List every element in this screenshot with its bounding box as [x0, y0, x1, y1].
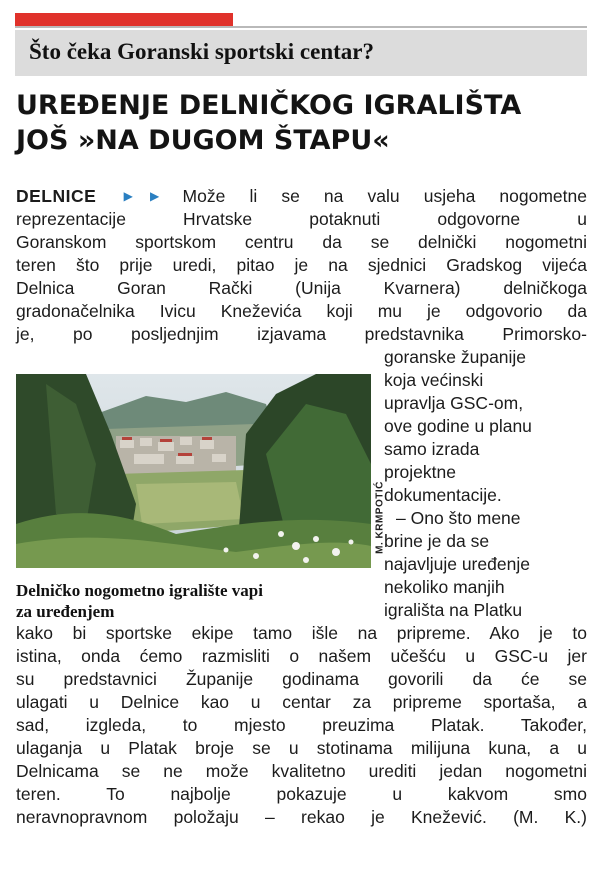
article-photo: [16, 374, 371, 568]
double-arrow-icon: ▶▶: [104, 189, 177, 203]
top-rule: [15, 26, 587, 28]
article-line: projektne: [384, 462, 456, 482]
article-line: neravnopravnom položaju – rekao je Knežević. (M. K.): [16, 807, 587, 827]
article-line: teren. To najbolje pokazuje u kakvom smo: [16, 784, 587, 804]
article-line: Delnicama se ne može kvalitetno urediti jedan nogometni: [16, 761, 587, 781]
article-line: reprezentacije Hrvatske potaknuti odgovorne u: [16, 209, 587, 229]
dateline: DELNICE: [16, 186, 97, 206]
article-line: nekoliko manjih: [384, 577, 505, 597]
photo-credit: M. KRMPOTIĆ: [374, 481, 386, 554]
headline-line-2: JOŠ »NA DUGOM ŠTAPU«: [16, 125, 390, 156]
article-line: koja većinski: [384, 370, 484, 390]
article-line: gradonačelnika Ivicu Kneževića koji mu je odgovorio da: [16, 301, 587, 321]
article-line: goranske županije: [384, 347, 527, 367]
kicker-text: Što čeka Goranski sportski centar?: [29, 39, 374, 64]
article-line: istina, onda ćemo razmisliti o našem učešću u GSC-u jer: [16, 646, 587, 666]
article-line: Delnica Goran Rački (Unija Kvarnera) delničkoga: [16, 278, 587, 298]
article-line: kako bi sportske ekipe tamo išle na pripreme. Ako je to: [16, 623, 587, 643]
article-line: sad, izgleda, to mjesto preuzima Platak. Također,: [16, 715, 587, 735]
article-line: su predstavnici Županije godinama govorili da će se: [16, 669, 587, 689]
headline-line-1: UREĐENJE DELNIČKOG IGRALIŠTA: [16, 90, 522, 121]
article-line: Goranskom sportskom centru da se delnički nogometni: [16, 232, 587, 252]
article-line: samo izrada: [384, 439, 480, 459]
article-line: ulagati u Delnice kao u centar za pripreme sportaša, a: [16, 692, 587, 712]
article-line: ove godine u planu: [384, 416, 532, 436]
article-line: igrališta na Platku: [384, 600, 523, 620]
article-line: je, po posljednjim izjavama predstavnika Primorsko-: [16, 324, 587, 344]
landscape-photo: [16, 374, 371, 568]
article-line: ulaganja u Platak broje se u stotinama milijuna kuna, a u: [16, 738, 587, 758]
article-line: upravlja GSC-om,: [384, 393, 524, 413]
article-line: DELNICE ▶▶ Može li se na valu usjeha nogometne: [16, 186, 587, 206]
photo-caption: [16, 580, 371, 622]
article-line: dokumentacije.: [384, 485, 502, 505]
article-line: najavljuje uređenje: [384, 554, 530, 574]
article-line: brine je da se: [384, 531, 490, 551]
kicker-box: [15, 30, 587, 76]
article-line: – Ono što mene: [396, 508, 521, 528]
red-accent-bar: [15, 13, 233, 27]
caption-line-1: Delničko nogometno igralište vapi: [16, 581, 263, 600]
article-line: teren što prije uredi, pitao je na sjednici Gradskog vijeća: [16, 255, 587, 275]
caption-line-2: za uređenjem: [16, 602, 115, 621]
headline: [16, 88, 586, 158]
